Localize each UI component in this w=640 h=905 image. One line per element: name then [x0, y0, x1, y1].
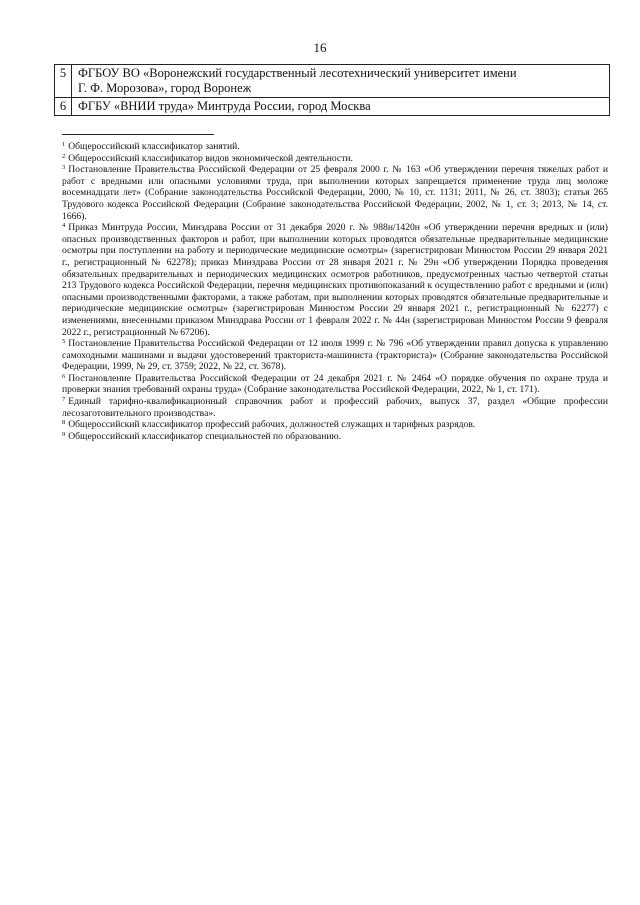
- footnote-text: Приказ Минтруда России, Минздрава России от 31 декабря 2020 г. № 988н/1420н «Об утверждении перечня вредных и (или) опасных производственных факторов и работ, при выполнении которых проводятся обязательные предварительные медицинские осмотры при поступлении на работу и периодические медицинские осмотры» (зарегистрирован Минюстом России 29 января 2021 г., регистрационный № 62278); приказ Минздрава России от 28 января 2021 г. № 29н «Об утверждении Порядка проведения обязательных предварительных и периодических медицинских осмотров работников, предусмотренных частью четвертой статьи 213 Трудового кодекса Российской Федерации, перечня медицинских противопоказаний к осуществлению работ с вредными и (или) опасными производственными факторами, а также работам, при выполнении которых проводятся обязательные предварительные и периодические медицинские осмотры» (зарегистрирован Минюстом России 29 января 2021 г., регистрационный № 62277) с изменениями, внесенными приказом Минздрава России от 1 февраля 2022 г. № 44н (зарегистрирован Минюстом России 9 февраля 2022 г., регистрационный № 67206).: [62, 222, 608, 338]
- footnote-text: Общероссийский классификатор занятий.: [68, 141, 240, 152]
- footnote-mark: 4: [62, 222, 66, 230]
- footnote-text: Постановление Правительства Российской Федерации от 24 декабря 2021 г. № 2464 «О порядке обучения по охране труда и проверки знания требований охраны труда» (Собрание законодательства Российской Федерации, 2022, № 1, ст. 171).: [62, 372, 608, 396]
- footnote-text: Постановление Правительства Российской Федерации от 25 февраля 2000 г. № 163 «Об утверждении перечня тяжелых работ и работ с вредными или опасными условиями труда, при выполнении которых запрещается применение труда лиц моложе восемнадцати лет» (Собрание законодательства Российской Федерации, 2000, № 10, ст. 1131; 2011, № 26, ст. 3803); статья 265 Трудового кодекса Российской Федерации (Собрание законодательства Российской Федерации, 2002, № 1, ст. 3; 2013, № 14, ст. 1666).: [62, 164, 608, 222]
- footnote: [62, 396, 608, 419]
- footnotes-section: [62, 141, 608, 442]
- row-number: 5: [55, 65, 72, 98]
- footnote: [62, 164, 608, 222]
- footnote-separator: [62, 134, 214, 135]
- footnote: [62, 153, 608, 165]
- footnote-text: Общероссийский классификатор специальностей по образованию.: [68, 430, 342, 442]
- footnote-mark: 3: [62, 164, 66, 172]
- footnote-mark: 1: [62, 141, 66, 148]
- footnote: [62, 431, 608, 443]
- footnote-text: Общероссийский классификатор профессий рабочих, должностей служащих и тарифных разрядов.: [68, 419, 476, 431]
- organization-name: ФГБУ «ВНИИ труда» Минтруда России, город Москва: [72, 98, 610, 116]
- footnote: [62, 373, 608, 396]
- organization-name: ФГБОУ ВО «Воронежский государственный лесотехнический университет имени Г. Ф. Морозова», город Воронеж: [72, 65, 610, 98]
- footnote-text: Постановление Правительства Российской Федерации от 12 июля 1999 г. № 796 «Об утверждении правил допуска к управлению самоходными машинами и выдачи удостоверений тракториста-машиниста (тракториста)» (Собрание законодательства Российской Федерации, 1999, № 29, ст. 3759; 2022, № 22, ст. 3678).: [62, 338, 608, 373]
- footnote: [62, 222, 608, 338]
- footnote-text: Единый тарифно-квалификационный справочник работ и профессий рабочих, выпуск 37, раздел «Общие профессии лесозаготовительного производства».: [62, 396, 608, 419]
- footnote-mark: 7: [62, 396, 66, 404]
- page-number: 16: [313, 40, 327, 55]
- footnote-mark: 5: [62, 338, 66, 346]
- table-row: [55, 65, 610, 98]
- footnote-mark: 9: [62, 430, 66, 438]
- footnote-mark: 6: [62, 372, 66, 380]
- footnote: [62, 141, 608, 153]
- footnote-mark: 8: [62, 419, 66, 427]
- footnote: [62, 419, 608, 431]
- table-row: [55, 98, 610, 116]
- footnote-text: Общероссийский классификатор видов экономической деятельности.: [68, 152, 353, 164]
- row-number: 6: [55, 98, 72, 116]
- organizations-table: [54, 64, 610, 116]
- footnote-mark: 2: [62, 152, 66, 160]
- footnote: [62, 338, 608, 373]
